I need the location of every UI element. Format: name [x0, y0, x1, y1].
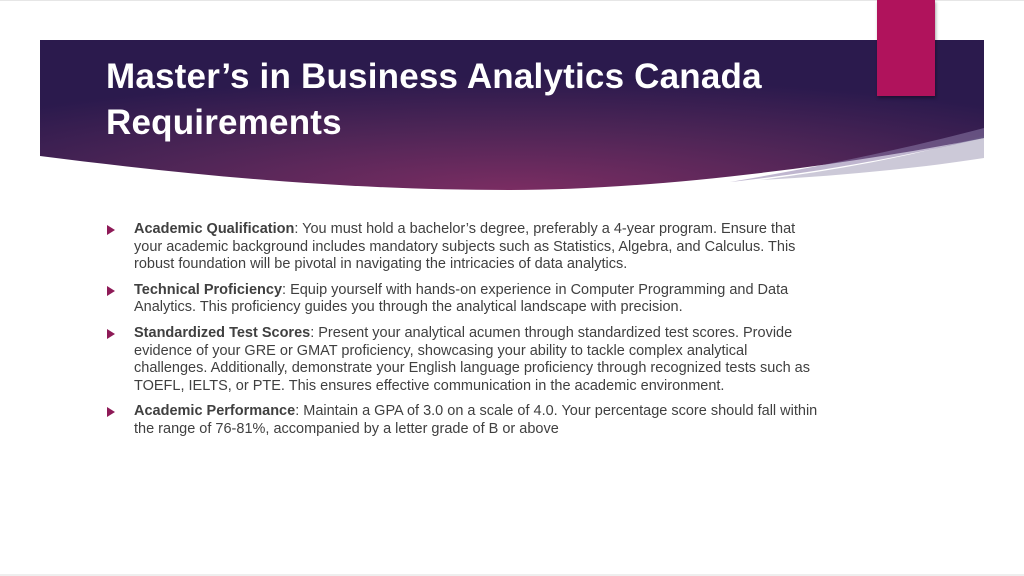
bullet-term: Academic Qualification	[134, 221, 295, 237]
bullet-term: Standardized Test Scores	[134, 324, 311, 341]
list-item	[104, 325, 824, 395]
list-item	[104, 403, 824, 438]
bullet-text: : You must hold a bachelor’s degree, preferably a 4-year program. Ensure that your academic background includes mandatory subjects such as Statistics, Algebra, and Calculus. This robust foundation will be pivotal in navigating the intricacies of data analytics.	[134, 221, 796, 273]
bullet-arrow-icon	[107, 407, 115, 417]
bullet-text: : Maintain a GPA of 3.0 on a scale of 4.0. Your percentage score should fall within the range of 76-81%, accompanied by a letter grade of B or above	[134, 403, 818, 437]
list-item	[104, 282, 824, 317]
bullet-text: : Present your analytical acumen through standardized test scores. Provide evidence of your GRE or GMAT proficiency, showcasing your ability to tackle complex analytical challenges. Additionally, demonstrate your English language proficiency through recognized tests such as TOEFL, IELTS, or PTE. This ensures effective communication in the academic environment.	[134, 324, 810, 394]
bullet-arrow-icon	[107, 286, 115, 296]
top-border	[0, 0, 1024, 1]
bullet-term: Academic Performance	[134, 403, 296, 420]
bullet-arrow-icon	[107, 329, 115, 339]
bullet-list	[104, 221, 824, 447]
bullet-term: Technical Proficiency	[134, 281, 283, 298]
bullet-text: : Equip yourself with hands-on experience in Computer Programming and Data Analytics. This proficiency guides you through the analytical landscape with precision.	[134, 281, 789, 316]
slide-title: Master’s in Business Analytics Canada Requirements	[106, 57, 762, 142]
bullet-arrow-icon	[107, 225, 115, 235]
list-item	[104, 221, 824, 274]
accent-tab	[877, 0, 935, 96]
